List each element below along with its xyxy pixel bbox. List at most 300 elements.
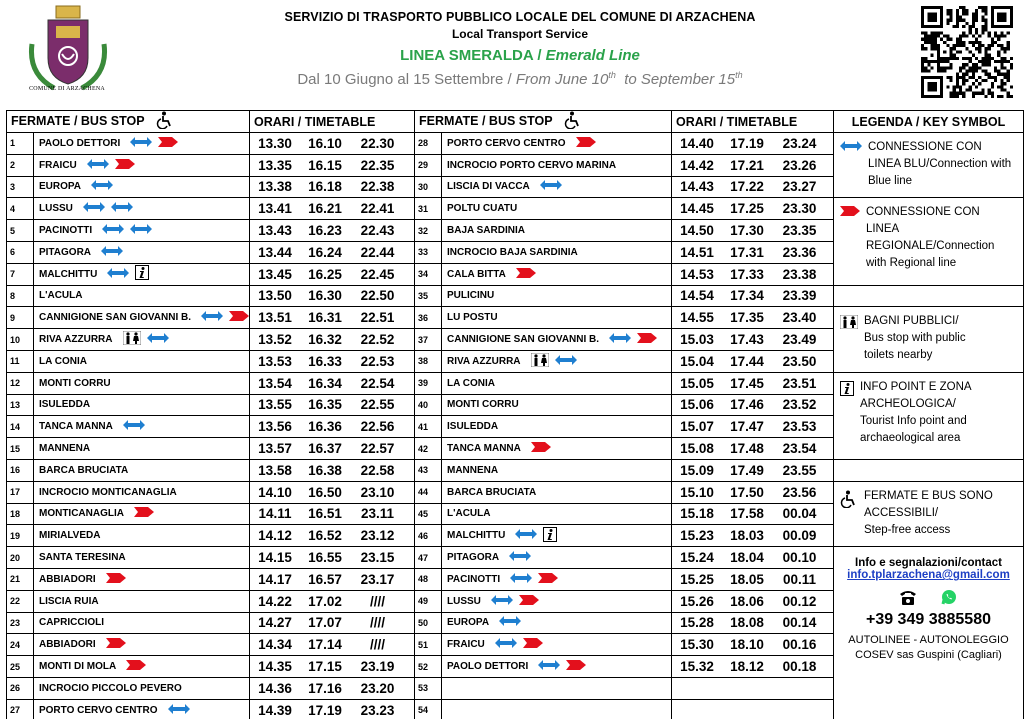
stop-name: MANNENA [447,464,499,476]
departure-time: 15.05 [680,375,714,391]
timetable-row [7,307,1024,329]
departure-time: 14.10 [258,484,292,500]
stop-name-cell [33,699,249,719]
stop-name-cell [33,677,249,699]
departure-time: 16.24 [308,244,342,260]
stop-name: EUROPA [447,617,490,629]
stop-name-cell [442,372,672,394]
legend-text: ACCESSIBILI/ [863,506,939,519]
legend-text: with Regional line [865,257,957,270]
departure-time: 14.17 [258,571,292,587]
departure-time: 23.53 [782,419,817,435]
departure-times [671,329,833,351]
departure-time: 16.50 [308,484,342,500]
stop-number: 38 [415,350,442,372]
regional-line-connection-icon [516,268,536,281]
departure-time: 23.24 [782,135,817,151]
header [0,0,1024,110]
time-column-header-left: ORARI / TIMETABLE [250,111,415,133]
departure-time: 23.36 [782,244,817,260]
departure-time: 14.54 [680,288,714,304]
stop-number: 9 [7,307,34,329]
departure-times [250,307,415,329]
info-point-icon [840,381,854,447]
regional-line-connection-icon [566,660,586,673]
info-point-icon [543,527,557,545]
legend-blue [833,133,1023,198]
stop-name: PORTO CERVO CENTRO [38,704,158,716]
stop-number: 39 [415,372,442,394]
departure-times [671,612,833,634]
stop-name: CAPRICCIOLI [38,617,104,629]
departure-times [250,612,415,634]
accessible-icon [840,490,858,539]
departure-times [250,241,415,263]
departure-time: 18.12 [730,659,764,675]
departure-time: 17.22 [730,179,764,195]
departure-time: 17.25 [730,201,764,217]
stop-number: 49 [415,590,442,612]
stop-name-cell [442,241,672,263]
departure-times [671,176,833,198]
departure-time: 16.33 [308,353,342,369]
stop-number: 41 [415,416,442,438]
departure-time: 16.37 [308,441,342,457]
legend-access [833,481,1023,546]
departure-time: 13.44 [258,244,292,260]
departure-time: 14.39 [258,702,292,718]
stop-number: 54 [415,699,442,719]
departure-time: 23.19 [360,659,395,675]
stop-number: 33 [415,241,442,263]
stop-number: 10 [7,329,34,351]
stop-name: RIVA AZZURRA [38,334,113,346]
blue-line-connection-icon [555,355,577,368]
departure-times [250,438,415,460]
stop-name-cell [33,438,249,460]
stop-name-cell [33,350,249,372]
stop-number: 47 [415,547,442,569]
departure-time: 22.38 [360,179,395,195]
departure-times [671,241,833,263]
stop-number: 43 [415,459,442,481]
stop-name-cell [33,481,249,503]
departure-times [250,656,415,678]
departure-time: 17.45 [730,375,764,391]
contact-email-link[interactable]: info.tplarzachena@gmail.com [847,569,1010,582]
departure-time: 23.49 [782,332,817,348]
departure-time: 17.43 [730,332,764,348]
departure-time: 22.51 [360,310,395,326]
departure-time: 14.53 [680,266,714,282]
stop-name: ISULEDDA [38,399,91,411]
stop-name: BAJA SARDINIA [447,225,525,237]
departure-time: 17.02 [308,593,342,609]
legend-text: Blue line [867,175,913,187]
stop-name-cell [442,329,672,351]
departure-time: 00.10 [782,550,817,566]
stop-number: 23 [7,612,34,634]
time-column-header-right: ORARI / TIMETABLE [671,111,833,133]
stop-name: PITAGORA [447,552,500,564]
stop-name: PAOLO DETTORI [447,661,529,673]
stop-name: PACINOTTI [38,225,93,237]
departure-times [250,525,415,547]
departure-time: 18.03 [730,528,764,544]
departure-time: 16.15 [308,157,342,173]
departure-time: 15.25 [680,571,714,587]
stop-name-cell [442,394,672,416]
departure-time: 18.10 [730,637,764,653]
departure-time: 17.35 [730,310,764,326]
departure-time: 22.56 [360,419,395,435]
stop-name: EUROPA [38,181,82,193]
stop-number: 26 [7,677,34,699]
stop-name: LUSSU [38,203,73,215]
stop-number: 21 [7,568,34,590]
stop-number: 22 [7,590,34,612]
departure-time: 22.54 [360,375,395,391]
departure-times [671,133,833,155]
operator-line-1: AUTOLINEE - AUTONOLEGGIO [848,634,1009,647]
departure-time: 16.21 [308,201,342,217]
departure-time: 16.51 [308,506,342,522]
departure-time: 13.58 [258,462,292,478]
legend-spacer [833,285,1023,307]
blue-line-connection-icon [840,141,862,190]
departure-time: 23.52 [782,397,817,413]
departure-time: 16.52 [308,528,342,544]
regional-line-connection-icon [637,333,657,346]
departure-times [250,677,415,699]
departure-time: 23.50 [782,353,817,369]
departure-times [250,350,415,372]
departure-time: 15.09 [680,462,714,478]
departure-time: 23.56 [782,484,817,500]
stop-number: 25 [7,656,34,678]
departure-time: 17.58 [730,506,764,522]
departure-time: 15.07 [680,419,714,435]
departure-time: 22.53 [360,353,395,369]
blue-line-connection-icon [609,333,631,346]
stop-name-cell [33,220,249,242]
stop-number: 45 [415,503,442,525]
public-toilets-icon [840,315,858,364]
departure-time: 22.58 [360,462,395,478]
stop-number: 2 [7,154,34,176]
stop-name-cell [33,176,249,198]
departure-times [671,699,833,719]
stop-number: 32 [415,220,442,242]
stop-name-cell [442,568,672,590]
departure-time: 23.15 [360,550,395,566]
departure-times [671,350,833,372]
stop-name: FRAICU [38,159,77,171]
departure-time: 14.36 [258,680,292,696]
stop-name-cell [442,547,672,569]
departure-time: 23.10 [360,484,395,500]
departure-times [671,307,833,329]
legend-wc [833,307,1023,372]
departure-time: 14.45 [680,201,714,217]
departure-time: 00.04 [782,506,817,522]
departure-times [250,285,415,307]
departure-time: 13.38 [258,179,292,195]
regional-line-connection-icon [538,573,558,586]
departure-time: 23.23 [360,702,395,718]
stop-name-cell [442,481,672,503]
departure-time: 23.27 [782,179,817,195]
departure-time: 17.33 [730,266,764,282]
stop-name-cell [33,503,249,525]
departure-time: 22.41 [360,201,395,217]
timetable [6,110,1024,719]
blue-line-connection-icon [130,137,152,150]
legend-text: FERMATE E BUS SONO [863,489,993,502]
stop-name: LISCIA DI VACCA [447,181,530,193]
stop-number: 24 [7,634,34,656]
departure-times [250,547,415,569]
stop-number: 46 [415,525,442,547]
departure-time: 14.22 [258,593,292,609]
stop-name-cell [33,154,249,176]
stop-number: 12 [7,372,34,394]
departure-time: 16.25 [308,266,342,282]
departure-time: 13.53 [258,353,292,369]
stop-name: LU POSTU [447,312,498,324]
timetable-row [7,547,1024,569]
stop-number: 20 [7,547,34,569]
legend-text: CONNESSIONE CON [865,206,980,219]
stop-name-cell [33,459,249,481]
departure-time: 15.32 [680,659,714,675]
departure-time: 13.57 [258,441,292,457]
departure-time: 16.36 [308,419,342,435]
timetable-row [7,481,1024,503]
municipal-crest-icon [26,4,110,96]
regional-line-connection-icon [531,442,551,455]
stop-name-cell [442,176,672,198]
departure-time: 15.08 [680,441,714,457]
blue-line-connection-icon [540,180,562,193]
stop-number: 14 [7,416,34,438]
stop-number: 50 [415,612,442,634]
departure-time: 23.40 [782,310,817,326]
stop-name: LA CONIA [447,377,495,389]
stop-number: 17 [7,481,34,503]
departure-time: 16.34 [308,375,342,391]
stop-name: BARCA BRUCIATA [447,486,537,498]
departure-times [671,634,833,656]
legend-text: BAGNI PUBBLICI/ [863,315,959,328]
departure-time: 14.27 [258,615,292,631]
timetable-row [7,459,1024,481]
departure-time: 23.51 [782,375,817,391]
departure-time: 22.52 [360,332,395,348]
stop-name: INCROCIO PICCOLO PEVERO [38,682,182,694]
departure-time: 13.41 [258,201,292,217]
departure-time: 17.21 [730,157,764,173]
departure-times [250,590,415,612]
stop-number: 4 [7,198,34,220]
departure-time: 18.06 [730,593,764,609]
stop-number: 6 [7,241,34,263]
legend-text: ARCHEOLOGICA/ [859,397,956,410]
departure-times [250,416,415,438]
departure-times [671,198,833,220]
stop-name: ISULEDDA [447,421,499,433]
departure-time: 15.03 [680,332,714,348]
departure-time: 22.55 [360,397,395,413]
stop-name-cell [33,568,249,590]
regional-line-connection-icon [229,311,249,324]
departure-time: 16.55 [308,550,342,566]
stop-name-cell [33,656,249,678]
stop-name-cell [33,133,249,155]
legend-text: INFO POINT E ZONA [859,380,972,393]
departure-time: 17.15 [308,659,342,675]
stop-number: 27 [7,699,34,719]
stop-number: 36 [415,307,442,329]
legend-text: CONNESSIONE CON [867,141,982,153]
departure-time: 00.18 [782,659,817,675]
info-point-icon [135,265,149,283]
stop-name-cell [442,263,672,285]
departure-time: 15.06 [680,397,714,413]
departure-times [671,503,833,525]
departure-time: 00.09 [782,528,817,544]
departure-time: 13.51 [258,310,292,326]
departure-times [671,547,833,569]
stop-name-cell [442,612,672,634]
departure-time: 22.30 [360,135,395,151]
timetable-row [7,372,1024,394]
stop-name-cell [442,220,672,242]
departure-time: 22.45 [360,266,395,282]
departure-times [250,568,415,590]
stop-name-cell [33,263,249,285]
stop-number: 42 [415,438,442,460]
departure-times [250,481,415,503]
public-toilets-icon [531,353,549,370]
stop-number: 19 [7,525,34,547]
stop-name: PAOLO DETTORI [38,137,121,149]
service-subtitle: Local Transport Service [451,27,589,41]
stop-number: 29 [415,154,442,176]
stop-number: 1 [7,133,34,155]
departure-time: 13.55 [258,397,292,413]
departure-time: 17.31 [730,244,764,260]
regional-line-connection-icon [523,638,543,651]
departure-time: 14.51 [680,244,714,260]
departure-time: 23.54 [782,441,817,457]
regional-line-connection-icon [106,638,126,651]
stop-name-cell [442,285,672,307]
timetable-row [7,133,1024,155]
departure-times [250,176,415,198]
stop-name: L'ACULA [447,508,491,520]
stop-number: 37 [415,329,442,351]
stop-name: CANNIGIONE SAN GIOVANNI B. [38,312,192,324]
departure-times [671,416,833,438]
regional-line-connection-icon [126,660,146,673]
stop-name: PITAGORA [38,246,92,258]
departure-times [250,198,415,220]
stop-name-cell [33,198,249,220]
blue-line-connection-icon [499,616,521,629]
departure-times [671,372,833,394]
stop-number: 16 [7,459,34,481]
stop-number: 5 [7,220,34,242]
qr-code-icon[interactable] [921,6,1013,98]
departure-time: 15.23 [680,528,714,544]
legend-text: Step-free access [863,523,951,536]
blue-line-connection-icon [147,333,169,346]
legend-info [833,372,1023,459]
departure-time: 23.26 [782,157,817,173]
stop-name: LISCIA RUIA [38,595,99,607]
stop-name: INCROCIO MONTICANAGLIA [38,486,177,498]
departure-time: 13.35 [258,157,292,173]
departure-time: 14.11 [258,506,292,522]
stop-name-cell [33,285,249,307]
departure-time: 16.32 [308,332,342,348]
departure-time: 22.50 [360,288,395,304]
departure-times [671,568,833,590]
departure-times [671,677,833,699]
departure-time: 15.30 [680,637,714,653]
departure-time: 16.38 [308,462,342,478]
stop-name-cell [33,590,249,612]
crest-caption: COMUNE DI ARZACHENA [29,86,105,92]
departure-time: 23.11 [361,506,395,522]
stop-name-cell [33,547,249,569]
departure-time: 23.39 [782,288,817,304]
departure-times [250,394,415,416]
stop-name: MANNENA [38,442,91,454]
blue-line-connection-icon [515,529,537,542]
departure-times [250,220,415,242]
departure-time: 23.30 [782,201,817,217]
stop-number: 48 [415,568,442,590]
public-toilets-icon [123,331,141,348]
departure-times [671,438,833,460]
stop-name: MONTI DI MOLA [38,661,117,673]
departure-time: 00.14 [782,615,817,631]
departure-time: 17.16 [308,680,342,696]
stop-name-cell [442,133,672,155]
contact-phone[interactable]: +39 349 3885580 [865,611,991,629]
departure-times [671,656,833,678]
departure-time: 13.56 [258,419,292,435]
whatsapp-icon [941,589,957,605]
regional-line-connection-icon [158,137,178,150]
stop-number: 8 [7,285,34,307]
departure-time: 16.30 [308,288,342,304]
departure-time: 18.08 [730,615,764,631]
departure-time: 17.07 [308,615,342,631]
stop-name: MIRIALVEDA [38,530,101,542]
departure-time: 13.43 [258,223,292,239]
stop-name: MONTI CORRU [447,399,519,411]
departure-time: 00.12 [782,593,817,609]
stop-name-cell [442,198,672,220]
departure-times [671,590,833,612]
departure-time: 16.10 [308,135,342,151]
regional-line-connection-icon [519,595,539,608]
timetable-row [7,198,1024,220]
stop-name-cell [442,699,672,719]
